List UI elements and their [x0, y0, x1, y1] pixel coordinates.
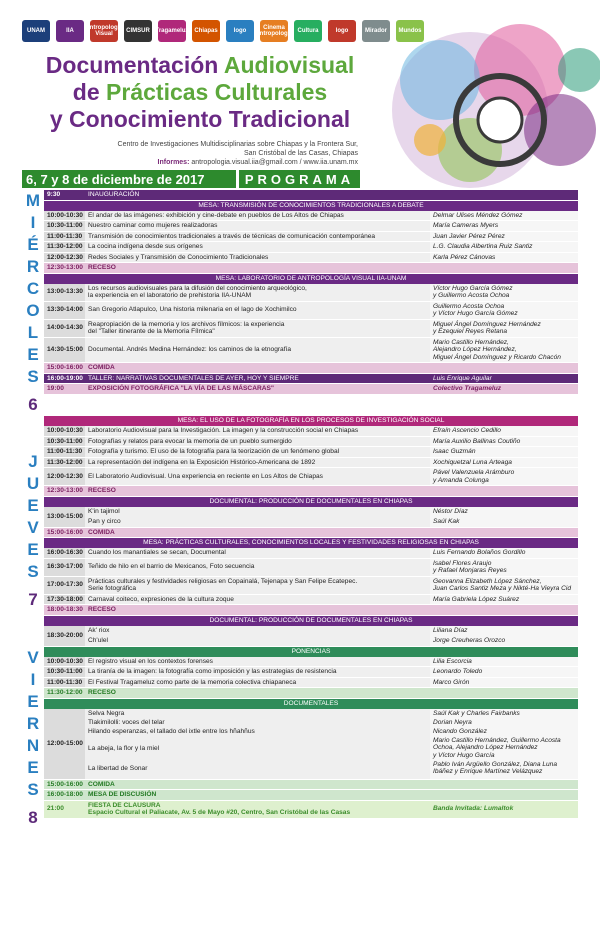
activity-cell: La tiranía de la imagen: la fotografía como imposición y las estrategias de resistencia [85, 667, 430, 677]
person-cell: Lilia Escorcia [430, 657, 578, 667]
time-cell: 13:30-14:00 [44, 302, 85, 319]
activity-line: la experiencia en el laboratorio de prehistoria IIA-UNAM [88, 292, 252, 299]
activity-line: Ch'ulel [88, 637, 108, 644]
table-row [44, 548, 578, 559]
session-header: MESA: TRANSMISIÓN DE CONOCIMIENTOS TRADICIONALES A DEBATE [44, 201, 578, 211]
title-word: Prácticas Culturales [106, 79, 328, 105]
info-label: Informes: [157, 159, 190, 166]
day-wednesday [22, 190, 578, 416]
person-cell: Juan Javier Pérez Pérez [430, 232, 578, 242]
person-line: y Ezequiel Reyes Retana [433, 328, 508, 335]
sponsor-logos [22, 20, 424, 42]
person-cell [430, 528, 578, 538]
event-date: 6, 7 y 8 de diciembre de 2017 [26, 171, 205, 187]
activity-cell: RECESO [85, 605, 430, 615]
table-row [44, 211, 578, 222]
activity-cell: TALLER: NARRATIVAS DOCUMENTALES DE AYER, HOY Y SIEMPRE [85, 374, 430, 384]
activity-cell [85, 709, 430, 779]
person-cell [430, 605, 578, 615]
day-number: 6 [28, 395, 38, 414]
activity-line: Reapropiación de la memoria y los archivos fílmicos: la experiencia [88, 320, 285, 328]
activity-line: del "Taller itinerante de la Memoria Fílmica" [88, 328, 215, 335]
activity-cell [85, 302, 430, 319]
antropologia-visual-logo: Antropología Visual [90, 20, 118, 42]
person-line: y Amanda Colunga [433, 476, 489, 484]
activity-cell: Fotografías y relatos para evocar la memoria de un pueblo sumergido [85, 437, 430, 447]
iia-logo: IIA [56, 20, 84, 42]
time-cell: 10:30-11:00 [44, 221, 85, 231]
activity-cell [85, 577, 430, 594]
time-cell: 11:30-12:00 [44, 242, 85, 252]
person-cell [430, 284, 578, 301]
day-letter: L [27, 323, 39, 342]
person-line: Jorge Creuheras Orozco [433, 637, 506, 644]
table-row [44, 447, 578, 458]
time-cell: 12:30-13:00 [44, 486, 85, 496]
activity-cell [85, 801, 430, 818]
time-cell: 10:00-10:30 [44, 211, 85, 221]
activity-cell: RECESO [85, 688, 430, 698]
time-cell: 21:00 [44, 801, 85, 818]
activity-cell: El Laboratorio Audiovisual. Una experiencia en reciente en Los Altos de Chiapas [85, 468, 430, 485]
person-line: Dorian Neyra [433, 719, 472, 727]
person-line: Néstor Díaz [433, 507, 468, 515]
programa-label: PROGRAMA [244, 171, 355, 187]
table-row [44, 426, 578, 437]
person-line: Nicando González [433, 728, 487, 736]
activity-line: K'in tajimol [88, 507, 120, 515]
title-word: y [49, 106, 63, 132]
person-cell [430, 790, 578, 800]
table-row [44, 577, 578, 595]
table-row [44, 709, 578, 780]
person-line: Saúl Kak [433, 518, 460, 525]
time-cell: 12:00-12:30 [44, 468, 85, 485]
activity-line: Espacio Cultural el Paliacate, Av. 5 de Mayo #20, Centro, San Cristóbal de las Casas [88, 809, 351, 816]
person-line: Pável Valenzuela Arámburo [433, 469, 515, 476]
tragameluz-logo: Tragameluz [158, 20, 186, 42]
table-row [44, 363, 578, 374]
time-cell: 9:30 [44, 190, 85, 200]
activity-cell [85, 284, 430, 301]
person-cell: Marco Girón [430, 678, 578, 688]
table-row [44, 458, 578, 469]
activity-cell: Documental. Andrés Medina Hernández: los caminos de la etnografía [85, 338, 430, 363]
person-cell [430, 468, 578, 485]
activity-cell: MESA DE DISCUSIÓN [85, 790, 430, 800]
activity-line: Los recursos audiovisuales para la difusión del conocimiento arqueológico, [88, 284, 307, 292]
session-header: MESA: PRÁCTICAS CULTURALES, CONOCIMIENTOS LOCALES Y FESTIVIDADES RELIGIOSAS EN CHIAPAS [44, 538, 578, 548]
page-title [30, 52, 370, 133]
time-cell: 11:00-11:30 [44, 678, 85, 688]
activity-line: Serie fotográfica [88, 585, 137, 592]
activity-cell: La representación del indígena en la Exposición Histórico-Americana de 1892 [85, 458, 430, 468]
table-row [44, 232, 578, 243]
session-header: MESA: LABORATORIO DE ANTROPOLOGÍA VISUAL IIA-UNAM [44, 274, 578, 284]
table-row [44, 780, 578, 791]
day-letter: J [28, 452, 38, 472]
person-cell [430, 626, 578, 646]
mirador-logo: Mirador [362, 20, 390, 42]
cimsur-logo: CIMSUR [124, 20, 152, 42]
activity-line: Tlakimilolli: voces del telar [88, 719, 165, 727]
person-line: Guillermo Acosta Ochoa [433, 302, 505, 310]
time-cell: 16:00-19:00 [44, 374, 85, 384]
session-header: DOCUMENTAL: PRODUCCIÓN DE DOCUMENTALES EN CHIAPAS [44, 616, 578, 626]
person-cell [430, 263, 578, 273]
person-line: y Guillermo Acosta Ochoa [433, 292, 510, 299]
table-row [44, 486, 578, 497]
person-cell [430, 688, 578, 698]
table-row [44, 801, 578, 819]
person-line: Mario Castillo Hernández, Guillermo Acosta [433, 736, 561, 744]
person-cell: Xochiquetzal Luna Arteaga [430, 458, 578, 468]
day-number: 7 [28, 590, 38, 610]
person-cell [430, 559, 578, 576]
time-cell: 15:00-16:00 [44, 780, 85, 790]
person-cell: Luis Fernando Bolaños Gordillo [430, 548, 578, 558]
institution-line: San Cristóbal de las Casas, Chiapas [243, 150, 358, 157]
table-row [44, 437, 578, 448]
time-cell: 10:00-10:30 [44, 426, 85, 436]
table-row [44, 657, 578, 668]
cinema-logo: Cinema Antropología [260, 20, 288, 42]
time-cell: 18:00-18:30 [44, 605, 85, 615]
day-letter: C [26, 279, 40, 298]
day-letter: E [27, 496, 39, 516]
day-letter: V [27, 647, 39, 667]
table-row [44, 468, 578, 486]
person-line: Víctor Hugo García Gómez [433, 284, 513, 292]
day-letter: E [27, 540, 39, 560]
person-line: Mario Castillo Hernández, [433, 338, 509, 346]
person-cell: Efraín Ascencio Cedillo [430, 426, 578, 436]
person-line: y Víctor Hugo García Gómez [433, 310, 518, 317]
title-word: Documentación [45, 52, 219, 78]
activity-line: FIESTA DE CLAUSURA [88, 801, 161, 809]
time-cell: 17:00-17:30 [44, 577, 85, 594]
unam-logo: UNAM [22, 20, 50, 42]
person-line: Geovanna Elizabeth López Sánchez, [433, 577, 542, 585]
time-cell: 16:30-17:00 [44, 559, 85, 576]
person-cell [430, 507, 578, 527]
table-row [44, 507, 578, 528]
table-row [44, 263, 578, 274]
activity-cell: Nuestro caminar como mujeres realizadoras [85, 221, 430, 231]
activity-line: La libertad de Sonar [88, 765, 148, 773]
day-letter: E [27, 757, 39, 777]
time-cell: 19:00 [44, 384, 85, 394]
activity-cell: El andar de las imágenes: exhibición y cine-debate en pueblos de Los Altos de Chiapas [85, 211, 430, 221]
table-row [44, 374, 578, 385]
person-line: Miguel Ángel Domínguez Hernández [433, 320, 541, 328]
table-row [44, 528, 578, 539]
table-row [44, 688, 578, 699]
activity-cell [85, 626, 430, 646]
institution-line: Centro de Investigaciones Multidisciplinarias sobre Chiapas y la Frontera Sur, [117, 141, 358, 148]
person-line: Juan Carlos Santiz Meza y Nikté-Ha Vieyra Cid [433, 585, 572, 592]
activity-line: Pan y circo [88, 518, 121, 525]
time-cell: 18:30-20:00 [44, 626, 85, 646]
time-cell: 14:30-15:00 [44, 338, 85, 363]
person-cell: L.G. Claudia Albertina Ruiz Santiz [430, 242, 578, 252]
activity-cell: INAUGURACIÓN [85, 190, 430, 200]
day-letter: R [26, 713, 40, 733]
table-row [44, 338, 578, 364]
date-banner [22, 170, 360, 188]
time-cell: 15:00-16:00 [44, 528, 85, 538]
time-cell: 12:00-12:30 [44, 253, 85, 263]
time-cell: 12:30-13:00 [44, 263, 85, 273]
session-header: PONENCIAS [44, 647, 578, 657]
person-line: Liliana Díaz [433, 626, 468, 634]
table-row [44, 626, 578, 647]
person-cell: Delmar Ulises Méndez Gómez [430, 211, 578, 221]
activity-cell: Transmisión de conocimientos tradicionales a través de técnicas de comunicación contemporánea [85, 232, 430, 242]
institution-info [58, 140, 358, 167]
table-row [44, 221, 578, 232]
activity-cell: RECESO [85, 263, 430, 273]
day-letter: O [26, 301, 40, 320]
time-cell: 10:00-10:30 [44, 657, 85, 667]
person-line: Isabel Flores Araujo [433, 559, 492, 567]
activity-cell: Cuando los manantiales se secan, Documental [85, 548, 430, 558]
day-label [22, 190, 44, 416]
activity-cell: Teñido de hilo en el barrio de Mexicanos, Foto secuencia [85, 559, 430, 576]
day-letter: E [27, 691, 39, 711]
day-letter: S [27, 779, 39, 799]
person-line: Alejandro López Hernández, [433, 346, 517, 353]
info-contact[interactable]: antropologia.visual.iia@gmail.com / www.iia.unam.mx [191, 159, 358, 166]
person-line: Ibáñez y Enrique Martínez Velázquez [433, 768, 543, 775]
activity-cell: La cocina indígena desde sus orígenes [85, 242, 430, 252]
person-cell: Luis Enrique Aguilar [430, 374, 578, 384]
table-row [44, 302, 578, 320]
time-cell: 12:00-15:00 [44, 709, 85, 779]
red-logo: logo [328, 20, 356, 42]
day-number: 8 [28, 807, 38, 827]
person-cell: Colectivo Tragameluz [430, 384, 578, 394]
activity-line: Ak' riox [88, 626, 110, 634]
session-header: DOCUMENTALES [44, 699, 578, 709]
time-cell: 11:30-12:00 [44, 458, 85, 468]
day-letter: R [26, 257, 40, 276]
person-line: Saúl Kak y Charles Fairbanks [433, 710, 520, 718]
table-row [44, 284, 578, 302]
mundos-logo: Mundos [396, 20, 424, 42]
person-cell [430, 363, 578, 373]
table-row [44, 242, 578, 253]
day-letter: S [27, 562, 39, 582]
day-thursday [22, 416, 578, 647]
activity-line: Hilando esperanzas, el tallado del ixtle entre los hñahñus [88, 728, 255, 736]
activity-cell: Fotografía y turismo. El uso de la fotografía para la teorización de un fenómeno global [85, 447, 430, 457]
day-letter: S [27, 367, 39, 386]
activity-line: Prácticas culturales y festividades religiosas en Copainalá, Tejenapa y San Felipe Ecatepec. [88, 577, 358, 585]
activity-cell [85, 507, 430, 527]
time-cell: 16:00-18:00 [44, 790, 85, 800]
activity-line: Selva Negra [88, 710, 125, 718]
day-letter: E [27, 345, 39, 364]
seal-logo: logo [226, 20, 254, 42]
table-row [44, 667, 578, 678]
time-cell: 14:00-14:30 [44, 320, 85, 337]
person-cell: María Auxilio Ballinas Coutiño [430, 437, 578, 447]
person-cell [430, 320, 578, 337]
day-label [22, 647, 44, 829]
person-cell: Leonardo Toledo [430, 667, 578, 677]
person-cell [430, 577, 578, 594]
activity-cell: Laboratorio Audiovisual para la Investigación. La imagen y la construcción social en Chiapas [85, 426, 430, 436]
time-cell: 10:30-11:00 [44, 437, 85, 447]
activity-cell: COMIDA [85, 363, 430, 373]
activity-cell: RECESO [85, 486, 430, 496]
person-cell [430, 190, 578, 200]
person-line: Pablo Iván Argüello González, Diana Luna [433, 760, 558, 768]
day-letter: M [25, 191, 41, 210]
session-header: MESA: EL USO DE LA FOTOGRAFÍA EN LOS PROCESOS DE INVESTIGACIÓN SOCIAL [44, 416, 578, 426]
person-line: Ochoa, Alejandro López Hernández [433, 744, 538, 751]
time-cell: 16:00-16:30 [44, 548, 85, 558]
day-label [22, 416, 44, 647]
person-cell [430, 486, 578, 496]
time-cell: 13:00-15:00 [44, 507, 85, 527]
activity-line: La abeja, la flor y la miel [88, 744, 160, 752]
activity-cell: COMIDA [85, 780, 430, 790]
person-cell: María Gabriela López Suárez [430, 595, 578, 605]
table-row [44, 595, 578, 606]
day-letter: I [30, 213, 36, 232]
title-word: Audiovisual [223, 52, 355, 78]
table-row [44, 790, 578, 801]
person-cell: Isaac Guzmán [430, 447, 578, 457]
day-letter: U [26, 474, 40, 494]
activity-cell: Carnaval coiteco, expresiones de la cultura zoque [85, 595, 430, 605]
table-row [44, 320, 578, 338]
table-row [44, 559, 578, 577]
person-line: y Víctor Hugo García [433, 751, 495, 759]
title-word: Conocimiento Tradicional [69, 106, 351, 132]
table-row [44, 384, 578, 395]
cultura-logo: Cultura [294, 20, 322, 42]
day-friday [22, 647, 578, 829]
time-cell: 11:00-11:30 [44, 447, 85, 457]
day-letter: É [27, 235, 39, 254]
activity-cell: El registro visual en los contextos forenses [85, 657, 430, 667]
time-cell: 13:00-13:30 [44, 284, 85, 301]
time-cell: 11:00-11:30 [44, 232, 85, 242]
table-row [44, 678, 578, 689]
activity-cell: EXPOSICIÓN FOTOGRÁFICA "LA VÍA DE LAS MÁSCARAS" [85, 384, 430, 394]
time-cell: 15:00-16:00 [44, 363, 85, 373]
title-word: de [72, 79, 100, 105]
table-row [44, 605, 578, 616]
person-cell: María Cameras Myers [430, 221, 578, 231]
activity-cell: COMIDA [85, 528, 430, 538]
person-cell [430, 302, 578, 319]
day-letter: I [30, 669, 36, 689]
activity-cell [85, 320, 430, 337]
activity-cell: El Festival Tragameluz como parte de la memoria colectiva chiapaneca [85, 678, 430, 688]
person-cell [430, 709, 578, 779]
person-cell [430, 338, 578, 363]
schedule [22, 190, 578, 829]
session-header: DOCUMENTAL: PRODUCCIÓN DE DOCUMENTALES EN CHIAPAS [44, 497, 578, 507]
chiapas-logo: Chiapas [192, 20, 220, 42]
person-cell: Banda Invitada: Lumaltok [430, 801, 578, 818]
time-cell: 11:30-12:00 [44, 688, 85, 698]
day-letter: N [26, 735, 40, 755]
person-cell [430, 780, 578, 790]
person-cell: Karla Pérez Cánovas [430, 253, 578, 263]
time-cell: 10:30-11:00 [44, 667, 85, 677]
activity-line: San Gregorio Atlapulco, Una historia milenaria en el lago de Xochimilco [88, 306, 297, 314]
activity-cell: Redes Sociales y Transmisión de Conocimiento Tradicionales [85, 253, 430, 263]
time-cell: 17:30-18:00 [44, 595, 85, 605]
person-line: y Rafael Monjaras Reyes [433, 567, 507, 574]
person-line: Miguel Ángel Domínguez y Ricardo Chacón [433, 353, 561, 361]
table-row [44, 190, 578, 201]
day-letter: V [27, 518, 39, 538]
table-row [44, 253, 578, 264]
